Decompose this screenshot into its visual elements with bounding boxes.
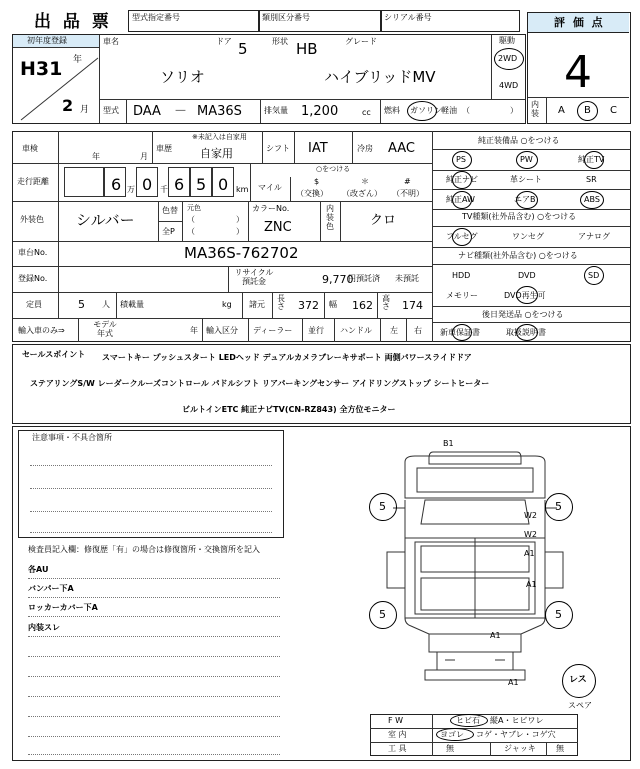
import-label: 輸入車のみ⇒ [18, 326, 65, 335]
equip-ps-circle [452, 151, 472, 169]
sales-points-line: ステアリングS/W レーダークルーズコントロール パドルシフト リアパーキングセンサー アイドリングストップ シートヒーター [30, 379, 490, 388]
tire-tread-label: 5 [555, 500, 562, 513]
history-label: 車歴 [156, 144, 172, 153]
fw-value-rest: 縦A・ヒビワレ [490, 716, 544, 725]
interior-cond-circled: ヨゴレ [440, 730, 464, 739]
equip-navi-circle [452, 171, 472, 189]
capacity-label: 定員 [26, 300, 42, 309]
interior-cond-rest: コゲ・ヤブレ・コゲ穴 [476, 730, 556, 739]
mileage-circle-note: ○をつける [316, 165, 351, 173]
shift-label: シフト [266, 144, 290, 153]
mile-label: マイル [258, 183, 282, 192]
damage-label: A1 [490, 631, 501, 640]
damage-label: W2 [524, 530, 537, 539]
history-value: 自家用 [200, 147, 233, 160]
navi-dvd: DVD [518, 271, 536, 280]
ac-value: AAC [388, 141, 415, 156]
model-year-unit: 年 [190, 326, 198, 335]
fw-circle [450, 714, 488, 727]
category-no-label: 類別区分番号 [262, 13, 310, 22]
equip-title: 純正装備品 ○をつける [478, 136, 560, 145]
fuel-circle [407, 101, 437, 121]
full-paint-paren-close: ） [236, 227, 244, 236]
tamper-symbol: ＊ [361, 177, 369, 186]
color-label: 外装色 [20, 215, 44, 224]
equip-airbag-circle [516, 191, 538, 209]
import-type-label: 輸入区分 [206, 326, 238, 335]
month-unit: 月 [80, 105, 90, 115]
type-prefix: DAA [133, 104, 161, 119]
drive-2wd: 2WD [498, 54, 518, 63]
shift-value: IAT [308, 141, 328, 156]
after-warranty-circle [452, 324, 472, 341]
mileage-digit: 5 [196, 175, 207, 194]
displacement-label: 排気量 [264, 106, 288, 115]
fw-label: F W [388, 716, 404, 725]
notes-label: 注意事項・不具合箇所 [32, 433, 112, 442]
fuel-paren-open: （ [462, 106, 470, 115]
door-label: ドア [216, 37, 232, 46]
reg-no-label: 登録No. [18, 274, 48, 283]
length-value: 372 [298, 299, 319, 312]
cc-unit: cc [362, 108, 371, 117]
car-diagram [365, 438, 585, 688]
shape-label: 形状 [272, 37, 288, 46]
equip-tv-circle [584, 151, 604, 169]
parallel-label: 並行 [308, 326, 324, 335]
recycle-unpaid: 未預託 [395, 274, 419, 283]
full-paint-label: 全P [162, 227, 175, 236]
grade-value: ハイブリッドMV [324, 68, 436, 86]
jack-value: 無 [556, 744, 564, 753]
equip-pw: PW [520, 155, 533, 164]
height-value: 174 [402, 299, 423, 312]
interior-grade-c: C [610, 105, 617, 116]
navi-hdd: HDD [452, 271, 471, 280]
original-paren-open: （ [187, 215, 195, 224]
inspector-entry: ロッカーカバー下A [28, 603, 98, 612]
reg-month: 2 [62, 96, 74, 115]
tire-tread-label: 5 [555, 608, 562, 621]
equip-aw-circle [452, 191, 472, 209]
jack-label: ジャッキ [504, 744, 536, 753]
serial-no-label: シリアル番号 [384, 13, 432, 22]
tire-tread-label: 5 [379, 500, 386, 513]
inspection-month-unit: 月 [140, 152, 148, 161]
mileage-sen-unit: 千 [160, 185, 168, 194]
sales-points-label: セールスポイント [22, 350, 86, 359]
fuel-paren-close: ） [510, 106, 518, 115]
mileage-digit: 0 [218, 175, 229, 194]
fw-value-circled: ヒビ石 [456, 716, 480, 725]
tv-analog: アナログ [578, 232, 610, 241]
model-no-label: 型式指定番号 [132, 13, 180, 22]
mileage-digit: 0 [142, 175, 153, 194]
model-no-box [128, 10, 260, 32]
damage-label: A1 [524, 549, 535, 558]
light-oil-label: 軽油 [441, 106, 457, 115]
chassis-label: 車台No. [18, 248, 48, 257]
shape-value: HB [296, 40, 318, 58]
km-unit: km [236, 185, 249, 194]
height-label: 高さ [382, 294, 390, 312]
damage-label: A1 [508, 678, 519, 687]
car-name: ソリオ [160, 68, 205, 86]
mileage-lead-box [64, 167, 104, 197]
dims-label: 諸元 [249, 300, 265, 309]
navi-memory: メモリー [446, 291, 478, 300]
year-unit: 年 [73, 55, 83, 65]
width-value: 162 [352, 299, 373, 312]
equip-ps: PS [456, 155, 466, 164]
original-paren-close: ） [236, 215, 244, 224]
equip-tv: 純正TV [578, 155, 605, 164]
navi-title: ナビ種類(社外品含む) ○をつける [458, 251, 578, 260]
recycle-amount: 9,770 [322, 273, 354, 286]
tv-fullseg: フルセグ [446, 232, 478, 241]
model-year-label: モデル年式 [93, 320, 117, 338]
equip-abs: ABS [584, 195, 600, 204]
ac-label: 冷房 [357, 144, 373, 153]
color-change-label: 色替 [162, 206, 178, 215]
tv-title: TV種類(社外品含む) ○をつける [462, 212, 577, 221]
category-no-box [258, 10, 382, 32]
recycle-label: リサイクル預託金 [234, 268, 274, 287]
width-label: 幅 [329, 300, 337, 309]
equip-pw-circle [516, 151, 538, 169]
equip-abs-circle [580, 191, 604, 209]
fuel-value: ガソリン [410, 106, 442, 115]
dealer-label: ディーラー [253, 326, 293, 335]
damage-label: W2 [524, 511, 537, 520]
navi-dvd-play-circle [516, 286, 538, 304]
inspection-year-unit: 年 [92, 152, 100, 161]
navi-sd-circle [584, 266, 604, 285]
color-value: シルバー [76, 211, 135, 229]
history-note: ※未記入は自家用 [192, 133, 247, 141]
interior-color-value: クロ [370, 213, 397, 228]
handle-left: 左 [390, 326, 398, 335]
person-unit: 人 [102, 300, 110, 309]
drive-2wd-circle [494, 48, 524, 70]
drive-4wd: 4WD [499, 81, 519, 90]
sales-points-line: スマートキー プッシュスタート LEDヘッド デュアルカメラブレーキサポート 両側パワースライドドア [102, 353, 472, 362]
interior-cond-circle [436, 728, 474, 741]
equip-aw: 純正AW [446, 195, 475, 204]
drive-label: 駆動 [499, 36, 515, 45]
spare-stamp-label: レス [569, 675, 587, 685]
original-color-label: 元色 [187, 204, 201, 212]
tv-oneseg: ワンセグ [512, 232, 544, 241]
inspection-label: 車検 [22, 144, 38, 153]
type-label: 型式 [103, 106, 119, 115]
recycle-status: 円預託済 [348, 274, 380, 283]
displacement-value: 1,200 [301, 104, 339, 119]
first-reg-label: 初年度登録 [27, 36, 67, 45]
mileage-man-unit: 万 [127, 185, 135, 194]
equip-sr: SR [586, 175, 597, 184]
mileage-label: 走行距離 [17, 177, 49, 186]
interior-grade-b: B [584, 105, 591, 116]
color-no-value: ZNC [264, 220, 292, 235]
grade-label: グレード [345, 37, 377, 46]
tire-tread-label: 5 [379, 608, 386, 621]
swap-label: （交換） [296, 189, 328, 198]
handle-right: 右 [414, 326, 422, 335]
interior-grade-circle [577, 101, 598, 121]
after-title: 後日発送品 ○をつける [482, 310, 564, 319]
notes-box [18, 430, 284, 538]
load-label: 積載量 [120, 300, 144, 309]
car-name-label: 車名 [103, 37, 119, 46]
era-year: H31 [20, 58, 63, 80]
tools-value: 無 [446, 744, 454, 753]
swap-symbol: $ [314, 177, 320, 186]
handle-label: ハンドル [340, 326, 372, 335]
unknown-symbol: # [404, 177, 411, 186]
interior-color-label: 内装色 [326, 204, 334, 232]
navi-dvd-play: DVD再生可 [504, 291, 546, 300]
color-no-label: カラーNo. [252, 204, 290, 213]
after-warranty: 新車保証書 [440, 328, 480, 337]
interior-grade-a: A [558, 105, 565, 116]
doors-value: 5 [238, 40, 248, 58]
damage-label: A1 [526, 580, 537, 589]
type-dash: － [174, 104, 188, 119]
mileage-digit: 6 [111, 175, 122, 194]
inspector-entry: 各AU [28, 565, 49, 574]
after-manual: 取扱説明書 [506, 328, 546, 337]
tools-label: 工 具 [388, 744, 407, 753]
equip-navi: 純正ナビ [446, 175, 478, 184]
type-code: MA36S [197, 104, 242, 119]
score-value: 4 [564, 47, 592, 98]
mileage-digit: 6 [174, 175, 185, 194]
capacity-value: 5 [78, 298, 85, 311]
kg-unit: kg [222, 300, 232, 309]
sales-points-line: ビルトインETC 純正ナビTV(CN-RZ843) 全方位モニター [182, 405, 396, 414]
score-box [527, 12, 631, 124]
form-title: 出 品 票 [34, 12, 112, 32]
score-label: 評 価 点 [554, 16, 605, 29]
spare-label: スペア [568, 701, 592, 710]
length-label: 長さ [277, 294, 285, 312]
inspector-entry: バンパー下A [28, 584, 74, 593]
equip-airbag: エアB [514, 195, 536, 204]
damage-label: B1 [443, 439, 454, 448]
full-paint-paren-open: （ [187, 227, 195, 236]
after-manual-circle [516, 324, 538, 341]
inspector-entry: 内装スレ [28, 623, 60, 632]
interior-cond-label: 室 内 [388, 730, 407, 739]
chassis-value: MA36S-762702 [184, 244, 299, 262]
fuel-label: 燃料 [384, 106, 400, 115]
navi-sd: SD [588, 271, 600, 280]
unknown-label: （不明） [392, 189, 424, 198]
equip-leather: 革シート [510, 175, 542, 184]
tamper-label: （改ざん） [342, 189, 382, 198]
serial-no-box [380, 10, 520, 32]
tv-fullseg-circle [452, 228, 472, 246]
inspector-label: 検査員記入欄：修復歴「有」の場合は修復箇所・交換箇所を記入 [28, 545, 260, 554]
interior-grade-label: 内装 [531, 100, 539, 118]
